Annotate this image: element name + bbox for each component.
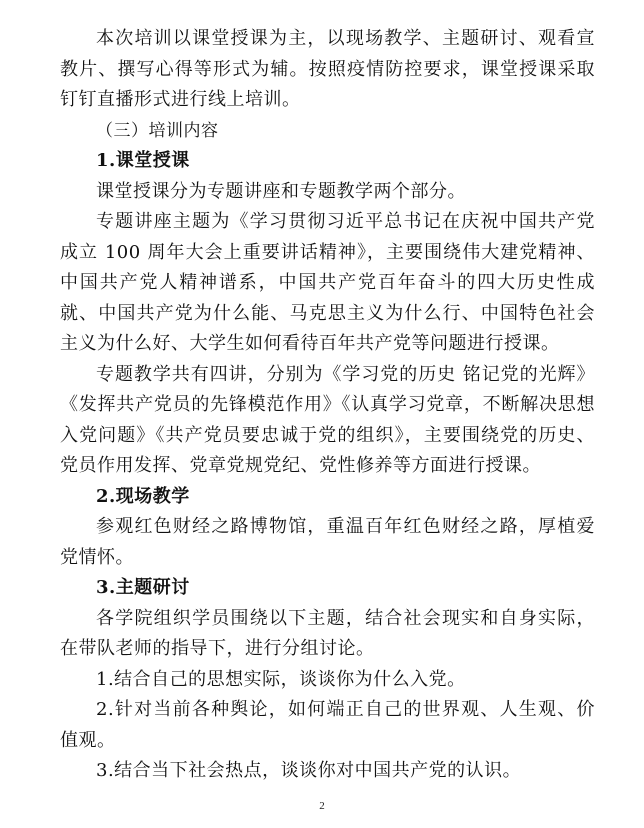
lecture-topic-paragraph: 专题讲座主题为《学习贯彻习近平总书记在庆祝中国共产党成立 100 周年大会上重要讲话精神》，主要围绕伟大建党精神、中国共产党人精神谱系，中国共产党百年奋斗的四大历史性成就、中国共产党为什么能、马克思主义为什么行、中国特色社会主义为什么好、大学生如何看待百年共产党等问题进行授课。 [60, 211, 595, 354]
discussion-topic-item: 3.结合当下社会热点，谈谈你对中国共产党的认识。 [96, 760, 522, 781]
heading-classroom-teaching: 1.课堂授课 [96, 150, 190, 171]
discussion-topic-item: 2.针对当前各种舆论，如何端正自己的世界观、人生观、价值观。 [60, 699, 595, 751]
onsite-teaching-paragraph: 参观红色财经之路博物馆，重温百年红色财经之路，厚植爱党情怀。 [60, 516, 595, 568]
document-body [60, 24, 595, 787]
heading-theme-discussion: 3.主题研讨 [96, 577, 190, 598]
special-teaching-paragraph: 专题教学共有四讲，分别为《学习党的历史 铭记党的光辉》《发挥共产党员的先锋模范作用》《认真学习党章，不断解决思想入党问题》《共产党员要忠诚于党的组织》，主要围绕党的历史、党员作用发挥、党章党规党纪、党性修养等方面进行授课。 [60, 363, 595, 476]
heading-onsite-teaching: 2.现场教学 [96, 485, 190, 507]
theme-discussion-paragraph: 各学院组织学员围绕以下主题，结合社会现实和自身实际，在带队老师的指导下，进行分组讨论。 [60, 607, 595, 659]
classroom-teaching-summary: 课堂授课分为专题讲座和专题教学两个部分。 [96, 180, 466, 202]
page-number: 2 [319, 800, 325, 812]
discussion-topic-item: 1.结合自己的思想实际，谈谈你为什么入党。 [96, 668, 466, 690]
section-heading-training-content: （三）培训内容 [96, 120, 219, 141]
intro-paragraph: 本次培训以课堂授课为主，以现场教学、主题研讨、观看宣教片、撰写心得等形式为辅。按照疫情防控要求，课堂授课采取钉钉直播形式进行线上培训。 [60, 28, 595, 110]
